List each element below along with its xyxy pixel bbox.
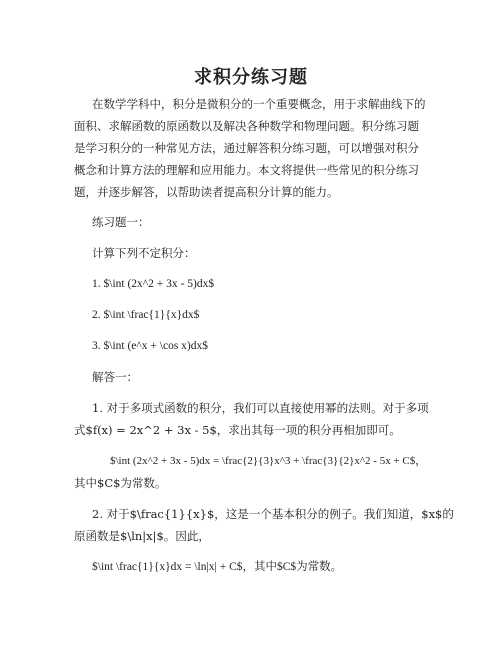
answer2-formula: $\int \frac{1}{x}dx = \ln|x| + C$，其中$C$为常数。 xyxy=(92,561,343,573)
intro-line-4: 概念和计算方法的理解和应用能力。本文将提供一些常见的积分练习 xyxy=(74,163,419,177)
answer1-line-2: 式$f(x) = 2x^2 + 3x - 5$，求出其每一项的积分再相加即可。 xyxy=(74,423,401,437)
intro-line-1: 在数学学科中，积分是微积分的一个重要概念，用于求解曲线下的 xyxy=(92,97,426,111)
answer1-formula-note: 其中$C$为常数。 xyxy=(74,476,167,490)
document-title: 求积分练习题 xyxy=(194,67,308,88)
intro-line-5: 题，并逐步解答，以帮助读者提高积分计算的能力。 xyxy=(74,185,339,199)
problem-3: 3. $\int (e^x + \cos x)dx$ xyxy=(92,340,209,352)
answer1-formula: $\int (2x^2 + 3x - 5)dx = \frac{2}{3}x^3 + \frac{3}{2}x^2 - 5x + C$， xyxy=(110,455,427,467)
answer2-line-1: 2. 对于$\frac{1}{x}$，这是一个基本积分的例子。我们知道，$x$的 xyxy=(92,507,454,521)
intro-line-3: 是学习积分的一种常见方法，通过解答积分练习题，可以增强对积分 xyxy=(74,141,419,155)
problem-1: 1. $\int (2x^2 + 3x - 5)dx$ xyxy=(92,278,215,290)
answer2-line-2: 原函数是$\ln|x|$。因此， xyxy=(74,529,210,543)
exercise-heading: 练习题一： xyxy=(92,215,150,229)
exercise-prompt: 计算下列不定积分： xyxy=(92,246,196,260)
problem-2: 2. $\int \frac{1}{x}dx$ xyxy=(92,309,200,321)
intro-line-2: 面积、求解函数的原函数以及解决各种数学和物理问题。积分练习题 xyxy=(74,119,419,133)
answer1-line-1: 1. 对于多项式函数的积分，我们可以直接使用幂的法则。对于多项 xyxy=(92,401,429,415)
answer-heading: 解答一： xyxy=(92,370,138,384)
